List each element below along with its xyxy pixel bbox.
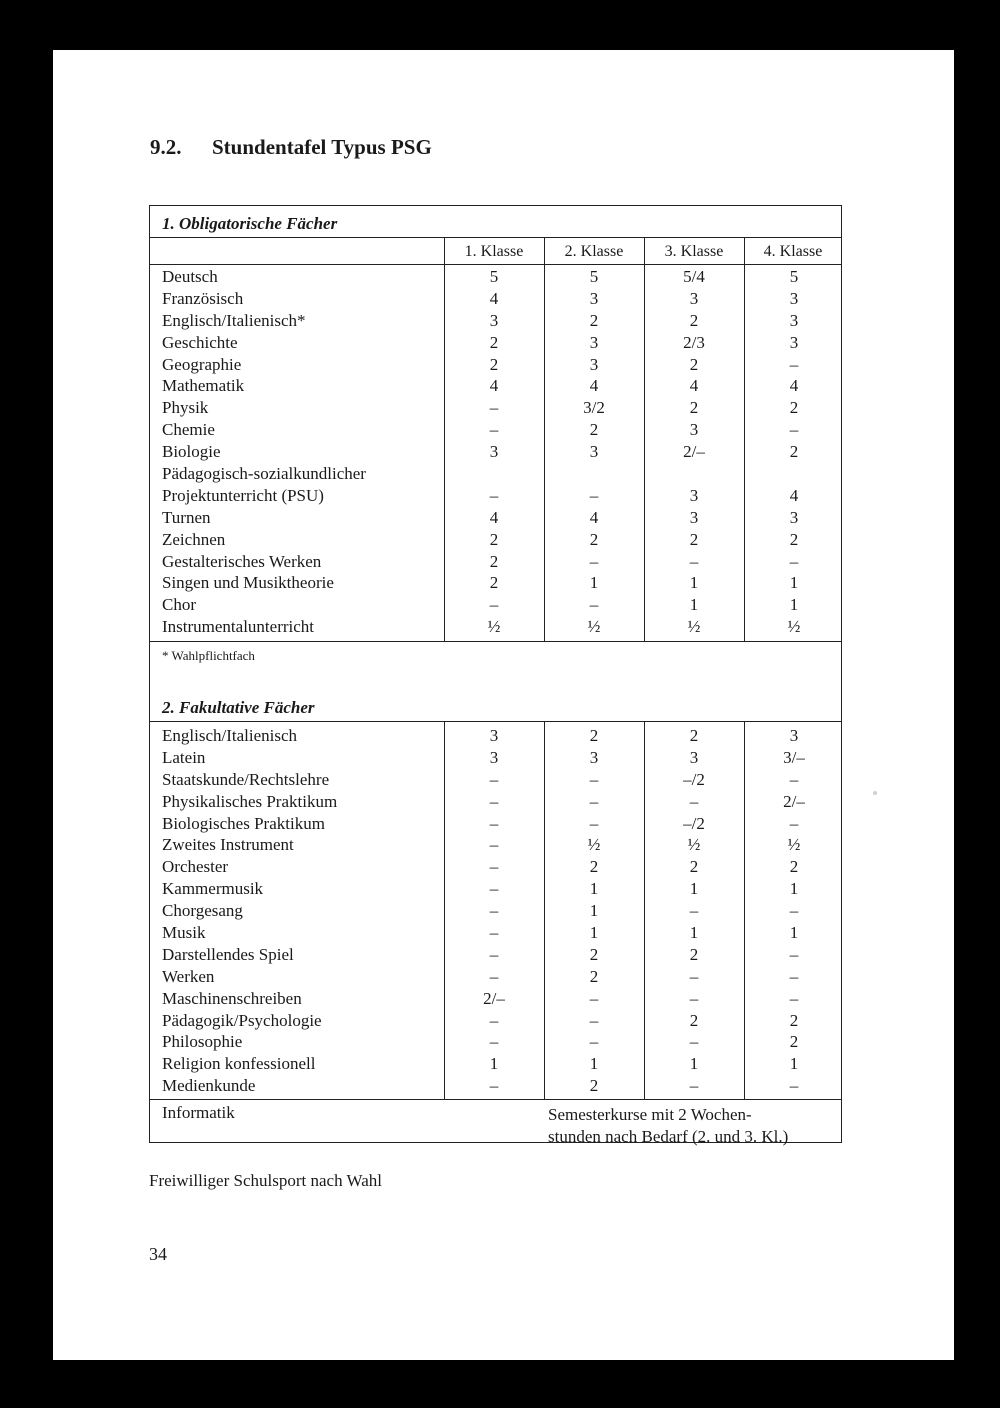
subject-label: Werken: [162, 966, 215, 986]
hours-cell: 1: [589, 923, 599, 943]
subject-label: Physik: [162, 398, 209, 418]
hours-cell: –: [489, 1076, 499, 1096]
hours-cell: –: [489, 835, 499, 855]
hours-cell: 1: [689, 923, 699, 943]
table-row: [150, 791, 841, 813]
hours-cell: –: [689, 1032, 699, 1052]
hours-cell: –: [489, 966, 499, 986]
hours-cell: 4: [489, 288, 499, 308]
hours-cell: 2: [589, 966, 599, 986]
table-row: [150, 375, 841, 397]
table-row: [150, 1031, 841, 1053]
column-header-4: 4. Klasse: [763, 243, 823, 260]
table-row: [150, 288, 841, 310]
subject-label: Religion konfessionell: [162, 1054, 316, 1074]
column-header-2: 2. Klasse: [564, 243, 624, 260]
hours-cell: 2: [789, 857, 799, 877]
hours-cell: –: [589, 791, 599, 811]
hours-cell: 2: [489, 332, 499, 352]
section-title: Stundentafel Typus PSG: [212, 135, 432, 159]
table-row: [150, 1053, 841, 1075]
optional-heading: [150, 686, 841, 722]
hours-cell: 1: [789, 595, 799, 615]
hours-cell: ½: [587, 835, 601, 855]
table-row: [150, 1010, 841, 1032]
column-header-1: 1. Klasse: [464, 243, 524, 260]
hours-cell: 1: [689, 595, 699, 615]
table-row: [150, 266, 841, 288]
subject-label: Latein: [162, 747, 206, 767]
hours-cell: –: [489, 879, 499, 899]
hours-cell: 2: [589, 857, 599, 877]
hours-cell: 2: [689, 398, 699, 418]
table-row: [150, 551, 841, 573]
hours-cell: –: [489, 813, 499, 833]
subject-label: Biologisches Praktikum: [162, 813, 325, 833]
hours-cell: 2: [589, 726, 599, 745]
hours-cell: –: [789, 1076, 799, 1096]
document-page: [53, 50, 954, 1360]
subject-label: Mathematik: [162, 376, 245, 396]
subject-label: Medienkunde: [162, 1076, 256, 1096]
page-title: [150, 135, 432, 160]
subject-label: Zweites Instrument: [162, 835, 294, 855]
informatik-line-1: Semesterkurse mit 2 Wochen-: [548, 1105, 752, 1124]
hours-cell: ½: [587, 617, 601, 637]
hours-cell: 1: [589, 1054, 599, 1074]
hours-cell: 1: [689, 879, 699, 899]
hours-cell: 2: [589, 420, 599, 440]
hours-cell: 4: [489, 376, 499, 396]
timetable: [149, 205, 842, 1146]
hours-cell: 2: [589, 310, 599, 330]
hours-cell: 3: [589, 442, 599, 462]
hours-cell: 2/–: [683, 442, 705, 462]
hours-cell: –: [489, 944, 499, 964]
subject-label: Orchester: [162, 857, 229, 877]
section-number: 9.2.: [150, 135, 182, 159]
hours-cell: –: [689, 901, 699, 921]
subject-label: Chorgesang: [162, 901, 243, 921]
hours-cell: 5/4: [683, 267, 705, 286]
hours-cell: 5: [489, 267, 499, 286]
subject-label: Pädagogisch-sozialkundlicher: [162, 464, 366, 484]
hours-cell: 2: [689, 354, 699, 374]
hours-cell: 3: [689, 747, 699, 767]
subject-label: Physikalisches Praktikum: [162, 791, 338, 811]
hours-cell: –: [689, 1076, 699, 1096]
hours-cell: –: [489, 595, 499, 615]
hours-cell: –: [689, 791, 699, 811]
hours-cell: –: [489, 923, 499, 943]
hours-cell: 4: [789, 485, 799, 505]
table-row: [150, 572, 841, 594]
hours-cell: 4: [489, 507, 499, 527]
hours-cell: –: [689, 966, 699, 986]
hours-cell: ½: [487, 617, 501, 637]
divider: [150, 1099, 841, 1100]
footnote: * Wahlpflichtfach: [162, 648, 255, 663]
subject-label: Biologie: [162, 442, 221, 462]
hours-cell: –/2: [683, 769, 705, 789]
hours-cell: –: [489, 791, 499, 811]
table-row: [150, 594, 841, 616]
hours-cell: –: [789, 813, 799, 833]
hours-cell: 3: [589, 288, 599, 308]
informatik-label: Informatik: [162, 1103, 235, 1122]
hours-cell: 3: [789, 310, 799, 330]
hours-cell: –: [689, 988, 699, 1008]
subject-label: Französisch: [162, 288, 244, 308]
informatik-line-2: stunden nach Bedarf (2. und 3. Kl.): [548, 1127, 789, 1146]
hours-cell: –: [589, 1010, 599, 1030]
table-row: [150, 463, 841, 485]
subject-label: Chemie: [162, 420, 215, 440]
hours-cell: –: [589, 595, 599, 615]
hours-cell: 3: [589, 747, 599, 767]
hours-cell: 3: [689, 485, 699, 505]
hours-cell: –: [589, 769, 599, 789]
hours-cell: 2: [689, 529, 699, 549]
hours-cell: 3: [489, 442, 499, 462]
hours-cell: –: [789, 551, 799, 571]
subject-label: Projektunterricht (PSU): [162, 485, 324, 505]
hours-cell: 2: [689, 726, 699, 745]
table-row: [150, 856, 841, 878]
hours-cell: 3: [489, 310, 499, 330]
hours-cell: 1: [789, 573, 799, 593]
hours-cell: –: [589, 485, 599, 505]
hours-cell: 2: [689, 944, 699, 964]
subject-label: Chor: [162, 595, 196, 615]
hours-cell: ½: [787, 617, 801, 637]
optional-rows: [150, 725, 841, 1097]
hours-cell: –: [489, 420, 499, 440]
hours-cell: 2: [589, 1076, 599, 1096]
hours-cell: –: [589, 988, 599, 1008]
hours-cell: –: [489, 857, 499, 877]
hours-cell: 2: [789, 529, 799, 549]
hours-cell: ½: [687, 835, 701, 855]
hours-cell: –/2: [683, 813, 705, 833]
subject-label: Englisch/Italienisch*: [162, 310, 306, 330]
hours-cell: 3: [789, 726, 799, 745]
hours-cell: –: [589, 813, 599, 833]
subject-label: Maschinenschreiben: [162, 988, 302, 1008]
table-row: [150, 310, 841, 332]
hours-cell: –: [689, 551, 699, 571]
table-row: [150, 1075, 841, 1097]
hours-cell: –: [489, 398, 499, 418]
table-row: [150, 813, 841, 835]
hours-cell: 2: [589, 944, 599, 964]
table-row: [150, 834, 841, 856]
page-number: 34: [149, 1244, 167, 1264]
hours-cell: 3: [789, 332, 799, 352]
hours-cell: 2: [489, 354, 499, 374]
hours-cell: 2: [789, 398, 799, 418]
hours-cell: –: [789, 944, 799, 964]
obligatory-heading: [150, 206, 841, 238]
table-row: [150, 878, 841, 900]
hours-cell: 3: [789, 288, 799, 308]
subject-label: Instrumentalunterricht: [162, 617, 315, 637]
hours-cell: 1: [589, 901, 599, 921]
table-row: [150, 747, 841, 769]
divider: [150, 641, 841, 642]
hours-cell: 3: [689, 288, 699, 308]
table-row: [150, 354, 841, 376]
hours-cell: 3: [489, 726, 499, 745]
table-row: [150, 485, 841, 507]
hours-cell: 2: [489, 573, 499, 593]
hours-cell: 2: [489, 529, 499, 549]
subject-label: Englisch/Italienisch: [162, 726, 298, 745]
hours-cell: –: [589, 1032, 599, 1052]
table-row: [150, 529, 841, 551]
hours-cell: 2: [789, 1010, 799, 1030]
informatik-description: [548, 1104, 788, 1148]
hours-cell: –: [789, 769, 799, 789]
hours-cell: 4: [689, 376, 699, 396]
hours-cell: –: [489, 901, 499, 921]
subject-label: Philosophie: [162, 1032, 243, 1052]
table-row: [150, 616, 841, 638]
hours-cell: 1: [589, 879, 599, 899]
subject-label: Geographie: [162, 354, 242, 374]
subject-label: Darstellendes Spiel: [162, 944, 294, 964]
hours-cell: 2: [689, 1010, 699, 1030]
column-header-3: 3. Klasse: [664, 243, 724, 260]
table-row: [150, 419, 841, 441]
hours-cell: –: [489, 769, 499, 789]
subject-label: Musik: [162, 923, 206, 943]
hours-cell: 2: [589, 529, 599, 549]
hours-cell: 2: [689, 857, 699, 877]
subject-label: Zeichnen: [162, 529, 226, 549]
hours-cell: 4: [589, 376, 599, 396]
hours-cell: 3: [589, 332, 599, 352]
hours-cell: 3: [789, 507, 799, 527]
subject-label: Kammermusik: [162, 879, 264, 899]
table-row: [150, 332, 841, 354]
hours-cell: 2: [489, 551, 499, 571]
table-row: [150, 922, 841, 944]
hours-cell: –: [489, 1010, 499, 1030]
hours-cell: 2/–: [483, 988, 505, 1008]
table-row: [150, 441, 841, 463]
hours-cell: 5: [589, 267, 599, 286]
hours-cell: 1: [489, 1054, 499, 1074]
subject-label: Pädagogik/Psychologie: [162, 1010, 322, 1030]
scan-speck: [873, 791, 877, 795]
table-row: [150, 397, 841, 419]
hours-cell: 2: [689, 310, 699, 330]
optional-heading-text: 2. Fakultative Fächer: [162, 698, 315, 717]
hours-cell: –: [789, 988, 799, 1008]
hours-cell: 1: [589, 573, 599, 593]
hours-cell: 3: [589, 354, 599, 374]
hours-cell: 3: [689, 420, 699, 440]
hours-cell: ½: [687, 617, 701, 637]
hours-cell: –: [489, 485, 499, 505]
hours-cell: 1: [689, 1054, 699, 1074]
table-row: [150, 944, 841, 966]
subject-label: Deutsch: [162, 267, 218, 286]
hours-cell: 3/2: [583, 398, 605, 418]
subject-label: Singen und Musiktheorie: [162, 573, 334, 593]
subject-label: Staatskunde/Rechtslehre: [162, 769, 330, 789]
hours-cell: 3/–: [783, 747, 805, 767]
subject-label: Turnen: [162, 507, 211, 527]
hours-cell: 1: [789, 879, 799, 899]
hours-cell: 1: [789, 923, 799, 943]
hours-cell: –: [789, 901, 799, 921]
table-row: [150, 769, 841, 791]
hours-cell: 2: [789, 442, 799, 462]
table-row: [150, 966, 841, 988]
subject-label: Gestalterisches Werken: [162, 551, 322, 571]
table-row: [150, 988, 841, 1010]
hours-cell: 2: [789, 1032, 799, 1052]
hours-cell: –: [789, 966, 799, 986]
obligatory-heading-text: 1. Obligatorische Fächer: [162, 214, 338, 233]
hours-cell: 3: [489, 747, 499, 767]
hours-cell: 2/3: [683, 332, 705, 352]
table-row: [150, 900, 841, 922]
hours-cell: –: [789, 354, 799, 374]
footer-note: Freiwilliger Schulsport nach Wahl: [149, 1171, 382, 1190]
subject-label: Geschichte: [162, 332, 238, 352]
hours-cell: 1: [789, 1054, 799, 1074]
hours-cell: –: [489, 1032, 499, 1052]
hours-cell: 4: [589, 507, 599, 527]
column-headers: [150, 238, 841, 265]
hours-cell: ½: [787, 835, 801, 855]
hours-cell: 1: [689, 573, 699, 593]
table-row: [150, 725, 841, 747]
obligatory-rows: [150, 266, 841, 638]
hours-cell: –: [589, 551, 599, 571]
hours-cell: –: [789, 420, 799, 440]
hours-cell: 2/–: [783, 791, 805, 811]
hours-cell: 3: [689, 507, 699, 527]
hours-cell: 4: [789, 376, 799, 396]
hours-cell: 5: [789, 267, 799, 286]
table-row: [150, 507, 841, 529]
